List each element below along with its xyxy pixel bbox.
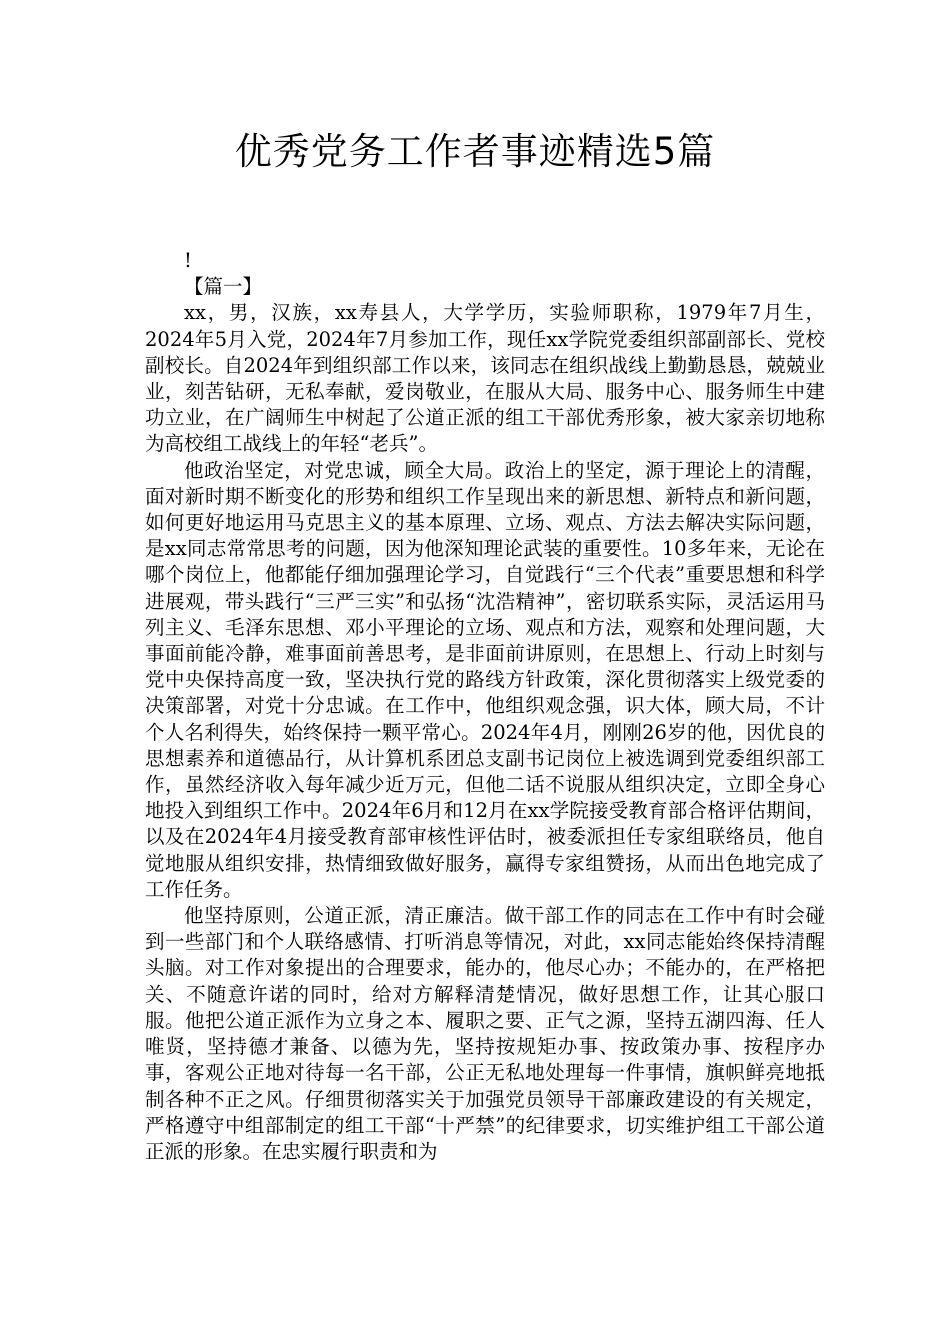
paragraph: 他政治坚定，对党忠诚，顾全大局。政治上的坚定，源于理论上的清醒，面对新时期不断变化的形势和组织工作呈现出来的新思想、新特点和新问题，如何更好地运用马克思主义的基本原理、立场、观点、方法去解决实际问题，是xx同志常常思考的问题，因为他深知理论武装的重要性。10多年来，无论在哪个岗位上，他都能仔细加强理论学习，自觉践行“三个代表”重要思想和科学进展观，带头践行“三严三实”和弘扬“沈浩精神”，密切联系实际，灵活运用马列主义、毛泽东思想、邓小平理论的立场、观点和方法，观察和处理问题，大事面前能冷静，难事面前善思考，是非面前讲原则，在思想上、行动上时刻与党中央保持高度一致，坚决执行党的路线方针政策，深化贯彻落实上级党委的决策部署，对党十分忠诚。在工作中，他组织观念强，识大体，顾大局，不计个人名利得失，始终保持一颗平常心。2024年4月，刚刚26岁的他，因优良的思想素养和道德品行，从计算机系团总支副书记岗位上被选调到党委组织部工作，虽然经济收入每年减少近万元，但他二话不说服从组织决定，立即全身心地投入到组织工作中。2024年6月和12月在xx学院接受教育部合格评估期间，以及在2024年4月接受教育部审核性评估时，被委派担任专家组联络员，他自觉地服从组织安排，热情细致做好服务，赢得专家组赞扬，从而出色地完成了工作任务。 (145, 458, 825, 901)
document-title: 优秀党务工作者事迹精选5篇 (234, 130, 716, 173)
document-body (145, 248, 825, 1165)
section-heading: 【篇一】 (184, 275, 263, 299)
paragraph: 他坚持原则，公道正派，清正廉洁。做干部工作的同志在工作中有时会碰到一些部门和个人联络感情、打听消息等情况，对此，xx同志能始终保持清醒头脑。对工作对象提出的合理要求，能办的，他尽心办；不能办的，在严格把关、不随意许诺的同时，给对方解释清楚情况，做好思想工作，让其心服口服。他把公道正派作为立身之本、履职之要、正气之源，坚持五湖四海、任人唯贤，坚持德才兼备、以德为先，坚持按规矩办事、按政策办事、按程序办事，客观公正地对待每一名干部，公正无私地处理每一件事情，旗帜鲜亮地抵制各种不正之风。仔细贯彻落实关于加强党员领导干部廉政建设的有关规定，严格遵守中组部制定的组工干部“十严禁”的纪律要求，切实维护组工干部公道正派的形象。在忠实履行职责和为 (145, 904, 825, 1163)
stray-mark: ! (184, 249, 192, 272)
paragraph: xx，男，汉族，xx寿县人，大学学历，实验师职称，1979年7月生，2024年5月入党，2024年7月参加工作，现任xx学院党委组织部副部长、党校副校长。自2024年到组织部工作以来，该同志在组织战线上勤勤恳恳，兢兢业业，刻苦钻研，无私奉献，爱岗敬业，在服从大局、服务中心、服务师生中建功立业，在广阔师生中树起了公道正派的组工干部优秀形象，被大家亲切地称为高校组工战线上的年轻“老兵”。 (145, 301, 825, 456)
